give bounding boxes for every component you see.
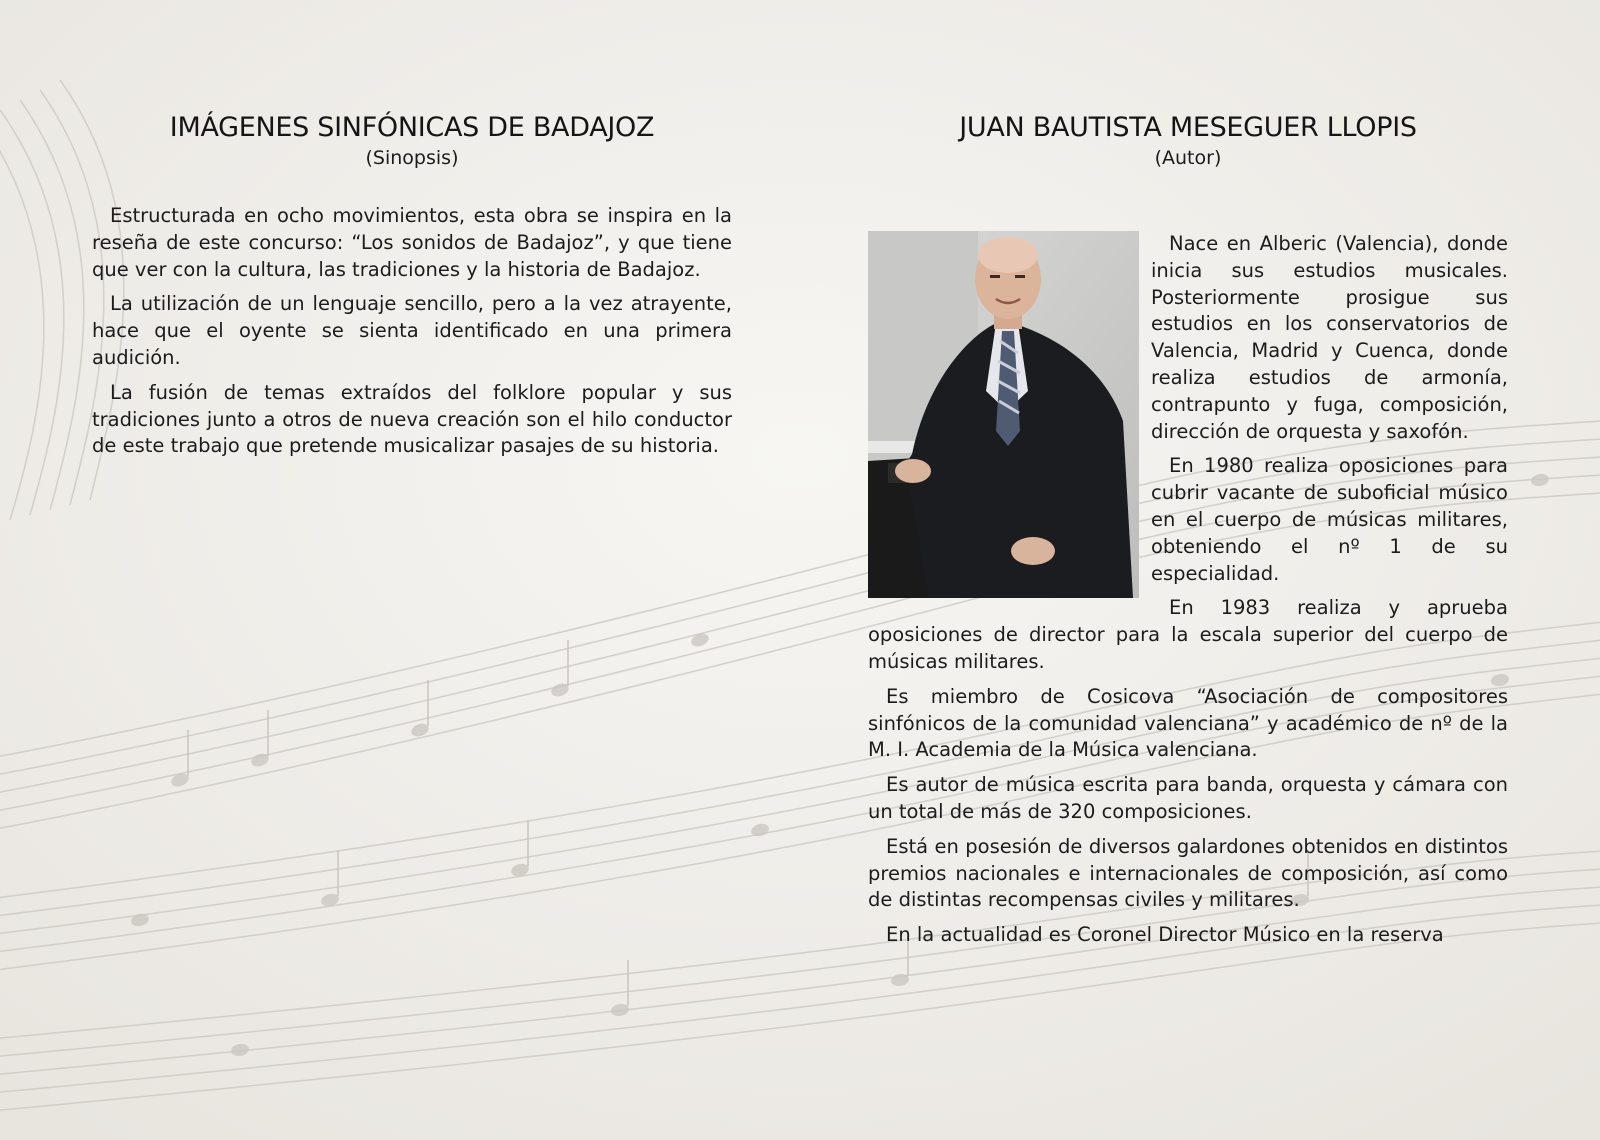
author-title: JUAN BAUTISTA MESEGUER LLOPIS xyxy=(959,112,1417,143)
author-body xyxy=(868,231,1508,957)
author-section xyxy=(868,112,1508,957)
author-paragraph: En 1983 realiza y aprueba oposiciones de director para la escala superior del cuerpo de músicas militares. xyxy=(868,596,1508,673)
author-portrait-photo xyxy=(868,231,1139,598)
author-paragraph: Nace en Alberic (Valencia), donde inicia sus estudios musicales. Posteriormente prosigue sus estudios en los conservatorios de Valencia, Madrid y Cuenca, donde realiza estudios de armonía, contrapunto y fuga, composición, dirección de orquesta y saxofón. xyxy=(1151,232,1508,443)
synopsis-paragraph: Estructurada en ocho movimientos, esta obra se inspira en la reseña de este concurso: “Los sonidos de Badajoz”, y que tiene que ver con la cultura, las tradiciones y la historia de Badajoz. xyxy=(92,204,732,281)
synopsis-paragraph: La fusión de temas extraídos del folklore popular y sus tradiciones junto a otros de nueva creación son el hilo conductor de este trabajo que pretende musicalizar pasajes de su historia. xyxy=(92,380,732,458)
author-paragraph: En la actualidad es Coronel Director Músico en la reserva xyxy=(886,923,1444,947)
synopsis-body xyxy=(92,203,732,460)
author-paragraph: En 1980 realiza oposiciones para cubrir vacante de suboficial músico en el cuerpo de músicas militares, obteniendo el nº 1 de su especialidad. xyxy=(1151,454,1508,585)
synopsis-subtitle: (Sinopsis) xyxy=(365,147,459,169)
author-paragraph: Es autor de música escrita para banda, orquesta y cámara con un total de más de 320 composiciones. xyxy=(868,773,1508,823)
author-paragraph: Es miembro de Cosicova “Asociación de compositores sinfónicos de la comunidad valenciana” y académico de nº de la M. I. Academia de la Música valenciana. xyxy=(868,684,1508,762)
author-paragraph: Está en posesión de diversos galardones obtenidos en distintos premios nacionales e internacionales de composición, así como de distintas recompensas civiles y militares. xyxy=(868,834,1508,912)
author-subtitle: (Autor) xyxy=(1154,147,1222,169)
synopsis-paragraph: La utilización de un lenguaje sencillo, pero a la vez atrayente, hace que el oyente se sienta identificado en una primera audición. xyxy=(92,292,732,369)
synopsis-section xyxy=(92,112,732,468)
synopsis-title: IMÁGENES SINFÓNICAS DE BADAJOZ xyxy=(169,112,655,143)
